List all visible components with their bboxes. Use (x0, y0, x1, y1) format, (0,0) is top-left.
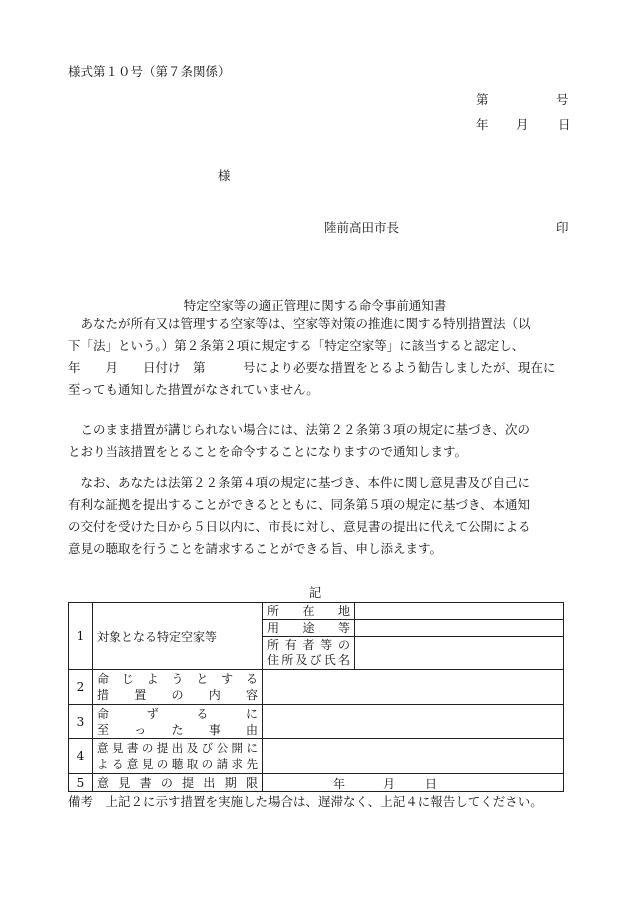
deadline-date (263, 774, 564, 792)
addressee-sama: 様 (218, 168, 231, 183)
row4-line-1: 意見書の提出及び公開に (97, 741, 258, 755)
table-row (69, 739, 564, 774)
date-year: 年 (476, 117, 489, 132)
table-row (69, 774, 564, 792)
body-paragraph-3 (68, 472, 588, 560)
owner-label (263, 637, 355, 670)
use-label (263, 620, 355, 637)
row1-label: 対象となる特定空家等 (93, 603, 263, 670)
table-row (69, 705, 564, 739)
row2-line-2: 措置の内容 (97, 688, 258, 702)
body-line: 意見の聴取を行うことを請求することができる旨、申し添えます。 (68, 541, 443, 556)
body-line: 年 月 日付け 第 号により必要な措置をとるよう勧告しましたが、現在に (68, 360, 556, 375)
body-paragraph-1 (68, 313, 588, 401)
use-value (355, 620, 564, 637)
row3-line-2: 至った事由 (97, 722, 258, 737)
row2-label (93, 670, 263, 705)
row3-number: 3 (69, 705, 93, 739)
location-text: 所在地 (267, 603, 350, 618)
location-value (355, 603, 564, 620)
row2-value (263, 670, 564, 705)
row2-line-1: 命じようとする (97, 672, 258, 686)
owner-text-2: 住所及び氏名 (267, 653, 350, 667)
form-number: 様式第１０号（第７条関係） (68, 64, 231, 79)
owner-text-1: 所有者等の (267, 638, 350, 652)
table-row (69, 670, 564, 705)
ki-heading: 記 (308, 585, 322, 600)
sender-name: 陸前高田市長 (324, 220, 400, 235)
body-line: とおり当該措置をとることを命令することになりますので通知します。 (68, 444, 468, 459)
date-month: 月 (516, 117, 529, 132)
row4-value (263, 739, 564, 774)
deadline-month: 月 (383, 777, 396, 791)
body-paragraph-2 (68, 419, 588, 463)
row4-line-2: よる意見の聴取の請求先 (97, 757, 258, 771)
row5-text: 意見書の提出期限 (97, 775, 258, 790)
document-title: 特定空家等の適正管理に関する命令事前通知書 (183, 298, 447, 313)
row4-label (93, 739, 263, 774)
body-line: このまま措置が講じられない場合には、法第２２条第３項の規定に基づき、次の (68, 422, 531, 437)
body-line: 下「法」という。）第２条第２項に規定する「特定空家等」に該当すると認定し、 (68, 338, 525, 353)
row2-number: 2 (69, 670, 93, 705)
row5-label (93, 774, 263, 792)
owner-value (355, 637, 564, 670)
body-line: 有利な証拠を提出することができるとともに、同条第５項の規定に基づき、本通知 (68, 497, 531, 512)
remarks: 備考 上記２に示す措置を実施した場合は、遅滞なく、上記４に報告してください。 (68, 794, 543, 809)
body-line: 至っても通知した措置がなされていません。 (68, 382, 319, 397)
row4-number: 4 (69, 739, 93, 774)
row3-label (93, 705, 263, 739)
row5-number: 5 (69, 774, 93, 792)
row3-line-1: 命ずるに (97, 706, 258, 721)
use-text: 用途等 (267, 620, 350, 635)
location-label (263, 603, 355, 620)
body-line: の交付を受けた日から５日以内に、市長に対し、意見書の提出に代えて公開による (68, 519, 531, 534)
seal-mark: 印 (556, 220, 569, 235)
row3-value (263, 705, 564, 739)
number-go: 号 (556, 92, 569, 107)
date-day: 日 (558, 117, 571, 132)
body-line: あなたが所有又は管理する空家等は、空家等対策の推進に関する特別措置法（以 (68, 316, 531, 331)
details-table (68, 602, 564, 792)
number-dai: 第 (476, 92, 489, 107)
deadline-year: 年 (333, 777, 346, 791)
table-row (69, 603, 564, 620)
row1-number: 1 (69, 603, 93, 670)
deadline-day: 日 (425, 777, 438, 791)
body-line: なお、あなたは法第２２条第４項の規定に基づき、本件に関し意見書及び自己に (68, 475, 531, 490)
